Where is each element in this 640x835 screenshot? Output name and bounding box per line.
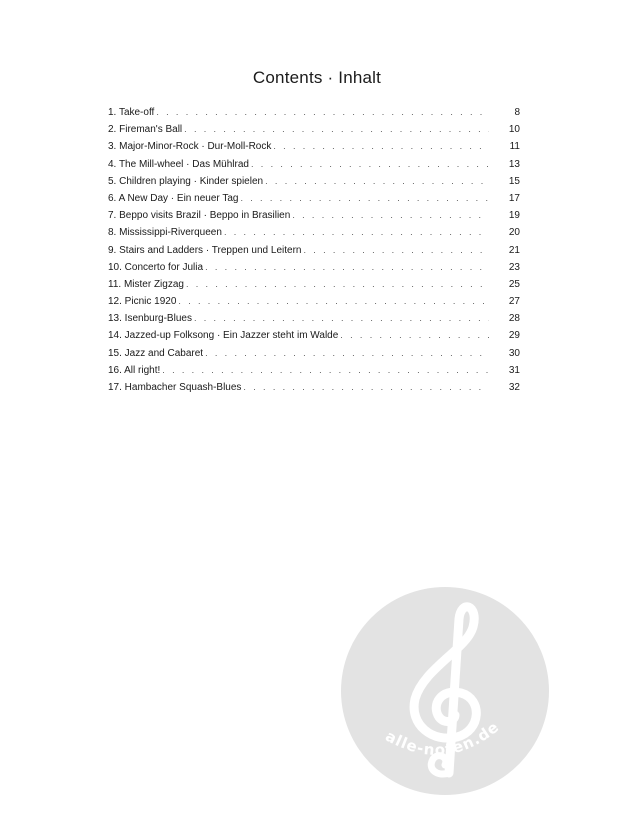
toc-leader-dots: [340, 330, 489, 340]
toc-entry: [108, 382, 520, 399]
toc-entry-page-number: 27: [508, 296, 520, 308]
toc-entry-title: 10. Concerto for Julia: [108, 261, 204, 273]
toc-entry-page-number: 28: [508, 313, 520, 325]
toc-entry-title: 8. Mississippi-Riverqueen: [108, 227, 222, 239]
toc-entry-page-number: 23: [508, 261, 520, 273]
toc-entry-title: 16. All right!: [108, 364, 161, 376]
toc-leader-dots: [303, 245, 489, 255]
toc-leader-dots: [178, 296, 489, 306]
toc-entry-page-number: 20: [508, 227, 520, 239]
toc-entry-title: 4. The Mill-wheel · Das Mühlrad: [108, 158, 249, 170]
toc-entry-title: 9. Stairs and Ladders · Treppen und Leitern: [108, 244, 302, 256]
toc-leader-dots: [224, 227, 489, 237]
toc-entry-title: 1. Take-off: [108, 107, 155, 118]
toc-entry-title: 6. A New Day · Ein neuer Tag: [108, 192, 239, 204]
toc-leader-dots: [273, 141, 489, 151]
toc-entry-page-number: 15: [508, 175, 520, 187]
page-title: Contents · Inhalt: [252, 68, 382, 87]
toc-leader-dots: [251, 159, 489, 169]
toc-entry: [108, 262, 520, 279]
toc-entry-page-number: 32: [508, 382, 520, 393]
toc-leader-dots: [186, 279, 489, 289]
toc-entry-title: 12. Picnic 1920: [108, 296, 177, 308]
toc-entry: [108, 296, 520, 313]
toc-entry: [108, 176, 520, 193]
toc-entry-title: 7. Beppo visits Brazil · Beppo in Brasilien: [108, 210, 291, 222]
toc-entry-page-number: 30: [508, 347, 520, 359]
toc-entry-page-number: 11: [509, 141, 520, 153]
toc-entry-page-number: 25: [508, 278, 520, 290]
watermark-text: alle-noten.de: [382, 717, 503, 760]
toc-entry-page-number: 21: [508, 244, 520, 256]
table-of-contents: [108, 107, 520, 399]
toc-entry: [108, 124, 520, 141]
toc-entry-title: 13. Isenburg-Blues: [108, 313, 192, 325]
toc-entry: [108, 159, 520, 176]
toc-entry-page-number: 8: [514, 107, 520, 118]
toc-leader-dots: [292, 210, 489, 220]
toc-entry-title: 17. Hambacher Squash-Blues: [108, 382, 242, 393]
toc-entry-title: 3. Major-Minor-Rock · Dur-Moll-Rock: [108, 141, 272, 153]
toc-leader-dots: [240, 193, 489, 203]
toc-entry-title: 2. Fireman's Ball: [108, 124, 183, 136]
toc-entry-page-number: 29: [508, 330, 520, 342]
toc-entry-page-number: 19: [508, 210, 520, 222]
toc-leader-dots: [265, 176, 489, 186]
toc-entry: [108, 365, 520, 382]
toc-leader-dots: [156, 107, 489, 117]
toc-entry-title: 11. Mister Zigzag: [108, 278, 184, 290]
toc-entry: [108, 210, 520, 227]
toc-entry: [108, 193, 520, 210]
toc-entry: [108, 107, 520, 124]
toc-leader-dots: [162, 365, 489, 375]
toc-entry-page-number: 17: [508, 192, 520, 204]
toc-leader-dots: [184, 124, 489, 134]
toc-entry: [108, 227, 520, 244]
toc-entry-title: 15. Jazz and Cabaret: [108, 347, 204, 359]
toc-leader-dots: [243, 382, 489, 392]
toc-entry-title: 14. Jazzed-up Folksong · Ein Jazzer steht im Walde: [108, 330, 339, 342]
toc-leader-dots: [205, 348, 489, 358]
toc-entry-title: 5. Children playing · Kinder spielen: [108, 175, 264, 187]
toc-leader-dots: [205, 262, 489, 272]
toc-entry: [108, 141, 520, 158]
toc-entry: [108, 330, 520, 347]
toc-leader-dots: [194, 313, 489, 323]
toc-entry: [108, 279, 520, 296]
toc-entry-page-number: 10: [508, 124, 520, 136]
toc-entry: [108, 313, 520, 330]
watermark-logo: [341, 587, 549, 795]
toc-entry-page-number: 13: [508, 158, 520, 170]
toc-entry: [108, 348, 520, 365]
toc-entry: [108, 245, 520, 262]
toc-entry-page-number: 31: [508, 364, 520, 376]
